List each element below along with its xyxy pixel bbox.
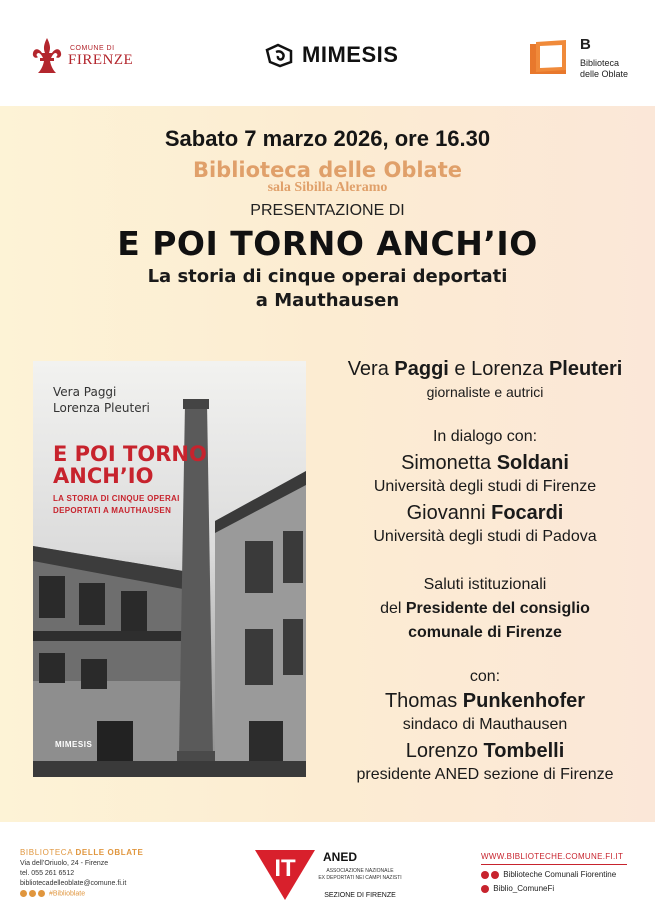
event-room: sala Sibilla Aleramo (267, 180, 388, 195)
comune-label: COMUNE DI (70, 45, 115, 52)
book-main-title: E POI TORNO ANCH’IO (117, 224, 538, 263)
footer-library-title: BIBLIOTECA DELLE OBLATE (20, 848, 144, 857)
youtube-icon[interactable] (38, 890, 45, 897)
header (0, 0, 655, 106)
main-poster (0, 106, 655, 822)
tombelli-role: presidente ANED sezione di Firenze (356, 766, 614, 783)
oblate-logo (526, 34, 636, 84)
book-cover-title-1: E POI TORNO (53, 442, 207, 466)
book-cover-sub-2: DEPORTATI A MAUTHAUSEN (53, 506, 172, 515)
authors-names: Vera Paggi e Lorenza Pleuteri (347, 358, 623, 380)
soldani-institution: Università degli studi di Firenze (373, 478, 597, 495)
presentation-label: PRESENTAZIONE DI (250, 202, 405, 219)
oblate-b-label: B (580, 36, 591, 53)
oblate-line2: delle Oblate (580, 69, 629, 79)
authors-role: giornaliste e autrici (426, 384, 544, 400)
speaker-soldani: Simonetta Soldani (401, 452, 569, 474)
aned-line1: ASSOCIAZIONE NAZIONALE (326, 868, 394, 874)
social-icons (20, 890, 47, 897)
dialog-label: In dialogo con: (432, 428, 538, 445)
footer-social-2[interactable]: Biblio_ComuneFi (481, 884, 641, 893)
aned-name: ANED (323, 850, 358, 864)
factory-photo (33, 361, 306, 777)
book-cover-title-2: ANCH’IO (53, 464, 154, 488)
subtitle-line2: a Mauthausen (255, 290, 400, 311)
facebook-icon (481, 871, 489, 879)
speaker-tombelli: Lorenzo Tombelli (405, 740, 565, 762)
book-author-2: Lorenza Pleuteri (53, 401, 150, 415)
footer-address: Via dell’Oriuolo, 24 - Firenze (20, 860, 109, 867)
event-venue: Biblioteca delle Oblate (192, 158, 463, 182)
x-icon (481, 885, 489, 893)
mimesis-spiral-icon (264, 42, 294, 68)
greetings-line3: comunale di Firenze (408, 624, 562, 641)
mimesis-text: MIMESIS (302, 42, 399, 67)
firenze-label: FIRENZE (68, 52, 134, 68)
footer-phone: tel. 055 261 6512 (20, 870, 75, 877)
greetings-line1: Saluti istituzionali (423, 576, 547, 593)
subtitle-line1: La storia di cinque operai deportati (147, 266, 508, 287)
aned-logo-text: IT (274, 855, 296, 882)
footer (0, 822, 655, 922)
comune-firenze-logo (30, 36, 140, 80)
aned-line2: EX DEPORTATI NEI CAMPI NAZISTI (318, 875, 402, 881)
fleur-de-lis-icon (30, 36, 64, 76)
footer-hashtag-row (20, 890, 200, 898)
event-date: Sabato 7 marzo 2026, ore 16.30 (164, 126, 491, 151)
aned-section: SEZIONE DI FIRENZE (324, 892, 396, 899)
aned-triangle-icon (253, 846, 317, 902)
focardi-institution: Università degli studi di Padova (373, 528, 597, 545)
book-author-1: Vera Paggi (53, 385, 117, 399)
instagram-icon[interactable] (29, 890, 36, 897)
book-cover-sub-1: LA STORIA DI CINQUE OPERAI (53, 494, 180, 503)
footer-social-1[interactable]: Biblioteche Comunali Fiorentine (481, 870, 641, 879)
speaker-punkenhofer: Thomas Punkenhofer (384, 690, 586, 712)
book-publisher: MIMESIS (55, 740, 93, 749)
footer-web-info (481, 852, 641, 893)
footer-email[interactable]: bibliotecadelleoblate@comune.fi.it (20, 880, 127, 887)
aned-logo (253, 844, 403, 906)
greetings-line2: del Presidente del consiglio (380, 600, 590, 617)
footer-url[interactable]: WWW.BIBLIOTECHE.COMUNE.FI.IT (481, 852, 627, 865)
punkenhofer-role: sindaco di Mauthausen (402, 716, 568, 733)
oblate-book-icon (526, 40, 570, 76)
speaker-focardi: Giovanni Focardi (406, 502, 564, 524)
with-label: con: (469, 668, 501, 685)
oblate-line1: Biblioteca (580, 58, 620, 68)
footer-hashtag: #Biblioblate (48, 890, 86, 898)
instagram-icon (491, 871, 499, 879)
facebook-icon[interactable] (20, 890, 27, 897)
book-cover (33, 361, 306, 777)
footer-library-info (20, 848, 200, 898)
